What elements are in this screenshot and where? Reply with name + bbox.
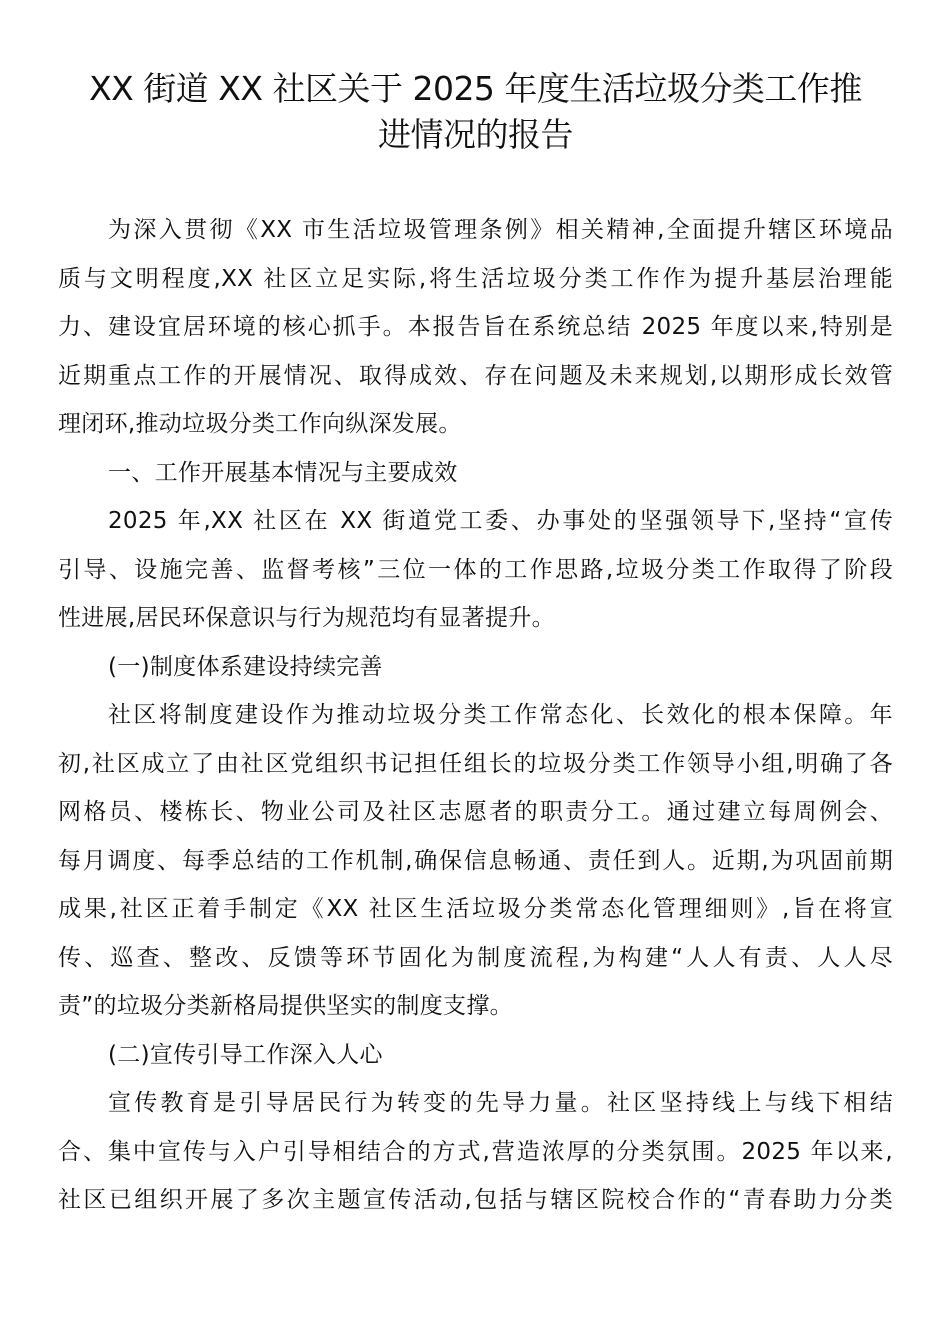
text-line: 合、集中宣传与入户引导相结合的方式,营造浓厚的分类氛围。2025 年以来,: [58, 1138, 893, 1165]
subheading-2: [58, 1031, 893, 1080]
section-heading-1: [58, 449, 893, 498]
document-body: [58, 206, 893, 1225]
subheading-1: [58, 643, 893, 692]
text-line: 力、建设宜居环境的核心抓手。本报告旨在系统总结 2025 年度以来,特别是: [58, 314, 893, 340]
text-line: 理闭环,推动垃圾分类工作向纵深发展。: [58, 411, 462, 437]
text-line: 成果,社区正着手制定《XX 社区生活垃圾分类常态化管理细则》,旨在将宣: [58, 896, 893, 922]
text-line: 传、巡查、整改、反馈等环节固化为制度流程,为构建“人人有责、人人尽: [58, 944, 893, 971]
text-line: 社区将制度建设作为推动垃圾分类工作常态化、长效化的根本保障。年: [108, 702, 893, 728]
section-1-paragraph: [58, 497, 893, 643]
text-line: 宣传教育是引导居民行为转变的先导力量。社区坚持线上与线下相结: [108, 1090, 893, 1116]
subsection-1-paragraph: [58, 691, 893, 1031]
intro-paragraph: [58, 206, 893, 449]
text-line: 质与文明程度,XX 社区立足实际,将生活垃圾分类工作作为提升基层治理能: [58, 265, 893, 292]
text-line: 近期重点工作的开展情况、取得成效、存在问题及未来规划,以期形成长效管: [58, 362, 893, 389]
title-line: 进情况的报告: [378, 115, 573, 154]
heading-text: 一、工作开展基本情况与主要成效: [108, 459, 458, 486]
document-page: [58, 0, 893, 1225]
text-line: 性进展,居民环保意识与行为规范均有显著提升。: [58, 605, 555, 631]
subsection-2-paragraph: [58, 1079, 893, 1225]
text-line: 每月调度、每季总结的工作机制,确保信息畅通、责任到人。近期,为巩固前期: [58, 847, 893, 874]
text-line: 社区已组织开展了多次主题宣传活动,包括与辖区院校合作的“青春助力分类: [58, 1187, 893, 1213]
text-line: 为深入贯彻《XX 市生活垃圾管理条例》相关精神,全面提升辖区环境品: [108, 217, 893, 243]
document-title: [58, 0, 893, 158]
text-line: 责”的垃圾分类新格局提供坚实的制度支撑。: [58, 993, 513, 1019]
title-line: XX 街道 XX 社区关于 2025 年度生活垃圾分类工作推: [89, 69, 862, 108]
subheading-text: (二)宣传引导工作深入人心: [108, 1041, 383, 1068]
text-line: 引导、设施完善、监督考核”三位一体的工作思路,垃圾分类工作取得了阶段: [58, 556, 893, 583]
text-line: 网格员、楼栋长、物业公司及社区志愿者的职责分工。通过建立每周例会、: [58, 799, 893, 825]
subheading-text: (一)制度体系建设持续完善: [108, 653, 383, 680]
text-line: 初,社区成立了由社区党组织书记担任组长的垃圾分类工作领导小组,明确了各: [58, 750, 893, 777]
text-line: 2025 年,XX 社区在 XX 街道党工委、办事处的坚强领导下,坚持“宣传: [108, 508, 893, 534]
